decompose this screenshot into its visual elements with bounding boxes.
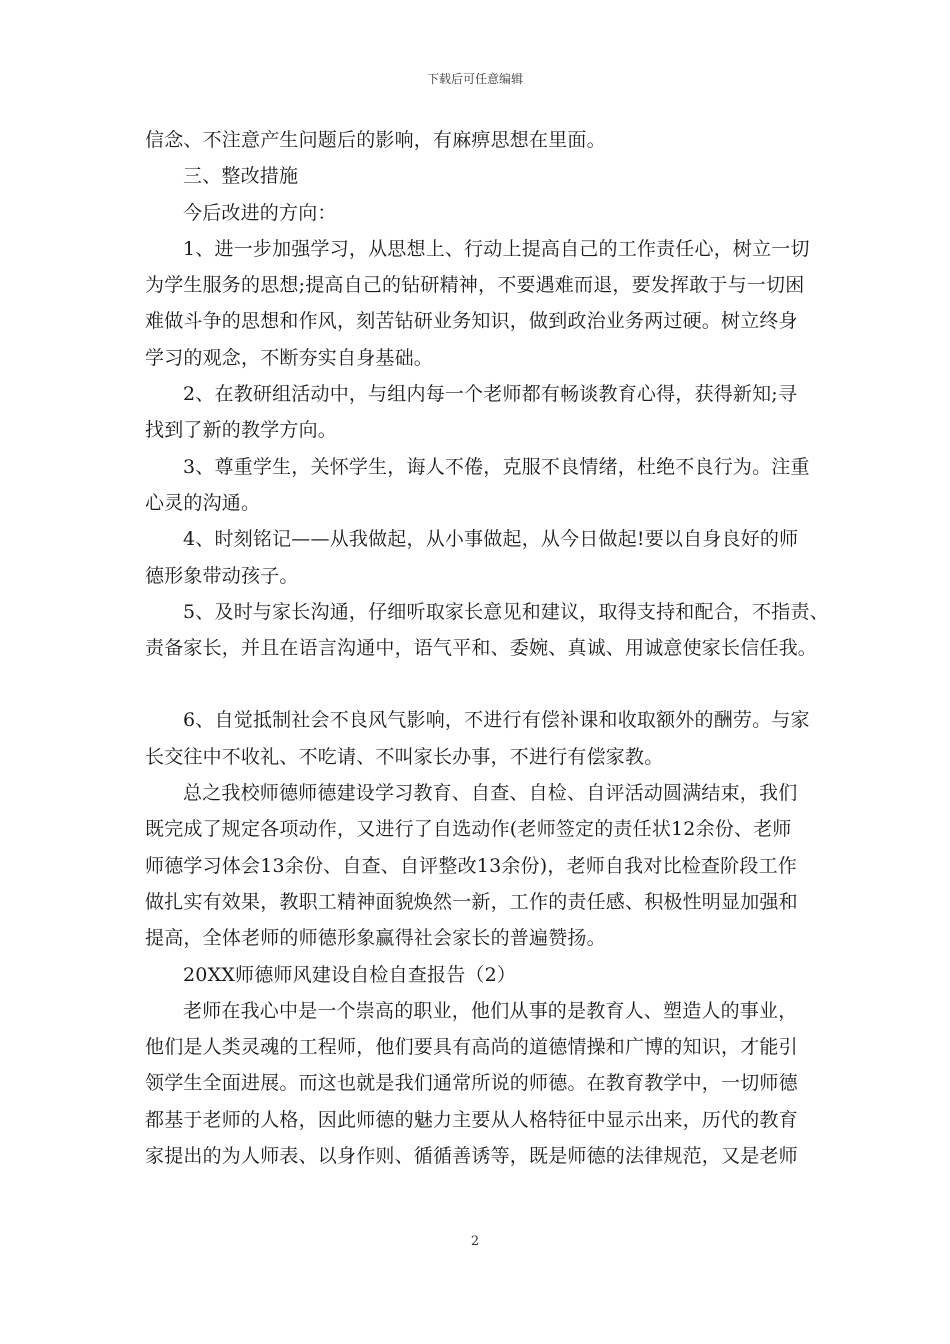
item-1-line: 为学生服务的思想;提高自己的钻研精神，不要遇难而退，要发挥敢于与一切困: [145, 274, 805, 297]
item-5-line: 5、及时与家长沟通，仔细听取家长意见和建议，取得支持和配合，不指责、: [183, 600, 829, 623]
section-heading: 三、整改措施: [183, 165, 299, 188]
summary-line: 总之我校师德师德建设学习教育、自查、自检、自评活动圆满结束，我们: [183, 782, 798, 805]
item-1-line: 学习的观念，不断夯实自身基础。: [145, 346, 434, 369]
report-title: 20XX师德师风建设自检自查报告（2）: [183, 963, 517, 986]
paragraph-line: 家提出的为人师表、以身作则、循循善诱等，既是师德的法律规范，又是老师: [145, 1145, 798, 1168]
paragraph-line: 领学生全面进展。而这也就是我们通常所说的师德。在教育教学中，一切师德: [145, 1072, 798, 1095]
item-4-line: 德形象带动孩子。: [145, 564, 299, 587]
page-header: 下载后可任意编辑: [426, 72, 523, 86]
paragraph-line: 老师在我心中是一个崇高的职业，他们从事的是教育人、塑造人的事业，: [183, 999, 798, 1022]
paragraph-gap: [145, 666, 825, 702]
item-2-line: 找到了新的教学方向。: [145, 419, 338, 442]
item-3-line: 心灵的沟通。: [145, 491, 261, 514]
paragraph-line: 都基于老师的人格，因此师德的魅力主要从人格特征中显示出来，历代的教育: [145, 1108, 798, 1131]
item-2-line: 2、在教研组活动中，与组内每一个老师都有畅谈教育心得，获得新知;寻: [183, 383, 798, 406]
paragraph-line: 他们是人类灵魂的工程师，他们要具有高尚的道德情操和广博的知识，才能引: [145, 1036, 798, 1059]
summary-line: 师德学习体会13余份、自查、自评整改13余份)，老师自我对比检查阶段工作: [145, 854, 797, 877]
paragraph-line: 信念、不注意产生问题后的影响，有麻痹思想在里面。: [145, 129, 606, 151]
document-body: [145, 122, 829, 1174]
summary-line: 提高，全体老师的师德形象赢得社会家长的普遍赞扬。: [145, 927, 606, 950]
intro-line: 今后改进的方向：: [183, 201, 337, 224]
summary-line: 既完成了规定各项动作，又进行了自选动作(老师签定的责任状12余份、老师: [145, 818, 792, 841]
item-4-line: 4、时刻铭记——从我做起，从小事做起，从今日做起!要以自身良好的师: [183, 528, 799, 551]
item-3-line: 3、尊重学生，关怀学生，诲人不倦，克服不良情绪，杜绝不良行为。注重: [183, 455, 810, 478]
item-1-line: 1、进一步加强学习，从思想上、行动上提高自己的工作责任心，树立一切: [183, 237, 810, 260]
item-6-line: 6、自觉抵制社会不良风气影响，不进行有偿补课和收取额外的酬劳。与家: [183, 709, 810, 732]
summary-line: 做扎实有效果，教职工精神面貌焕然一新，工作的责任感、积极性明显加强和: [145, 890, 798, 913]
item-6-line: 长交往中不收礼、不吃请、不叫家长办事，不进行有偿家教。: [145, 745, 664, 768]
item-1-line: 难做斗争的思想和作风，刻苦钻研业务知识，做到政治业务两过硬。树立终身: [145, 310, 798, 333]
item-5-line: 责备家长，并且在语言沟通中，语气平和、委婉、真诚、用诚意使家长信任我。: [145, 637, 818, 660]
page-number: 2: [470, 1234, 480, 1249]
